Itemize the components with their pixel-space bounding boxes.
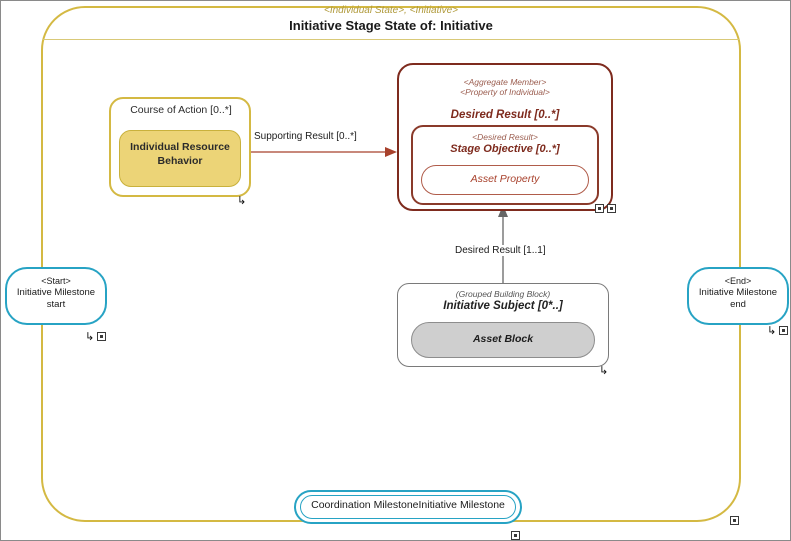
initiative-subject-stereotype: (Grouped Building Block) bbox=[455, 289, 551, 299]
desired-result-title: Desired Result [0..*] bbox=[450, 109, 560, 121]
asset-property-label: Asset Property bbox=[470, 173, 540, 185]
asset-block-label: Asset Block bbox=[472, 333, 534, 345]
course-of-action-resize-handle-icon[interactable]: ↳ bbox=[237, 194, 247, 207]
stage-objective-title: Stage Objective [0..*] bbox=[450, 143, 560, 155]
desired-result-connector-label: Desired Result [1..1] bbox=[455, 245, 546, 256]
start-milestone-line1: Initiative Milestone bbox=[16, 287, 96, 298]
end-milestone-mark-icon[interactable] bbox=[779, 326, 788, 335]
start-milestone-stereotype: <Start> bbox=[41, 276, 71, 286]
initiative-subject-resize-handle-icon[interactable]: ↳ bbox=[599, 364, 609, 377]
start-milestone-mark-icon[interactable] bbox=[97, 332, 106, 341]
supporting-result-connector-label: Supporting Result [0..*] bbox=[254, 131, 357, 142]
initiative-subject-title: Initiative Subject [0*..] bbox=[443, 300, 563, 312]
page-title: Initiative Stage State of: Initiative bbox=[289, 18, 493, 33]
end-milestone-stereotype: <End> bbox=[724, 276, 752, 286]
individual-resource-behavior-label: Individual Resource Behavior bbox=[130, 141, 230, 167]
canvas-mark-icon[interactable] bbox=[730, 516, 739, 525]
stage-objective-stereotype: <Desired Result> bbox=[472, 132, 538, 142]
coordination-milestone-label: Coordination MilestoneInitiative Milestone bbox=[311, 499, 505, 511]
start-milestone-label bbox=[7, 275, 105, 311]
start-milestone-line2: start bbox=[46, 299, 66, 310]
desired-result-stereotype-property-of-individual: <Property of Individual> bbox=[460, 87, 550, 97]
coordination-milestone-mark-icon[interactable] bbox=[511, 531, 520, 540]
desired-result-stereotype-aggregate-member: <Aggregate Member> bbox=[463, 77, 547, 87]
end-milestone-label bbox=[689, 275, 787, 311]
end-milestone-line1: Initiative Milestone bbox=[698, 287, 778, 298]
end-milestone-resize-handle-icon[interactable]: ↳ bbox=[767, 324, 777, 337]
start-milestone-resize-handle-icon[interactable]: ↳ bbox=[85, 330, 95, 343]
state-stereotype: <Individual State>, <Initiative> bbox=[324, 5, 458, 16]
end-milestone-line2: end bbox=[730, 299, 746, 310]
course-of-action-label: Course of Action [0..*] bbox=[130, 104, 232, 116]
desired-result-mark-icon[interactable] bbox=[595, 204, 604, 213]
initiative-state-container[interactable] bbox=[41, 6, 741, 522]
state-header-divider bbox=[43, 39, 739, 40]
desired-result-mark-2-icon[interactable] bbox=[607, 204, 616, 213]
